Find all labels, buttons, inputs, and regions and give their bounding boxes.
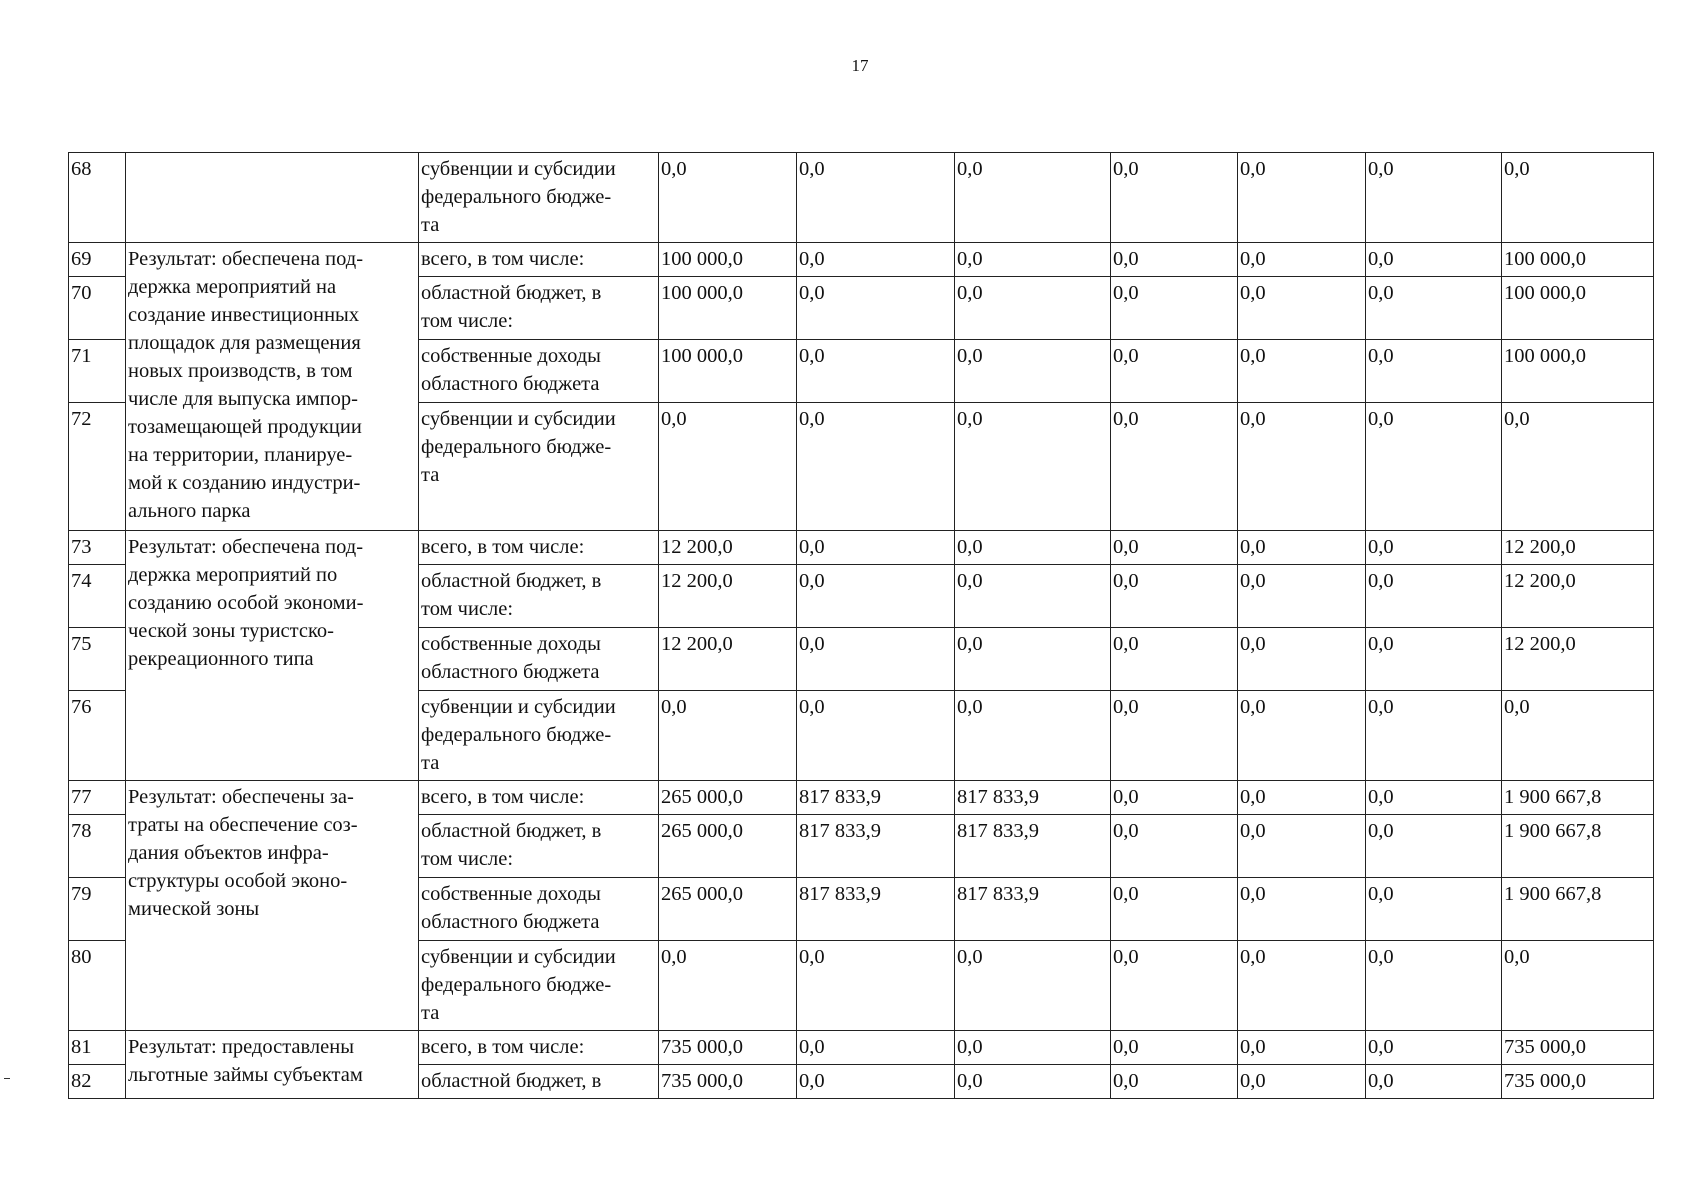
row-number: 80 — [69, 941, 126, 1031]
total-value-cell: 100 000,0 — [1502, 340, 1654, 403]
year-value-cell: 0,0 — [1238, 878, 1366, 941]
year-value-cell: 0,0 — [1366, 1065, 1502, 1099]
year-value-cell: 0,0 — [1366, 403, 1502, 531]
funding-source: собственные доходы областного бюджета — [419, 878, 659, 941]
budget-table — [68, 152, 1654, 1099]
funding-source: субвенции и субсидии федерального бюдже- та — [419, 153, 659, 243]
year-value-cell: 0,0 — [797, 243, 955, 277]
year-value-cell: 0,0 — [1111, 153, 1238, 243]
year-value-cell: 0,0 — [797, 153, 955, 243]
year-value-cell: 0,0 — [955, 691, 1111, 781]
total-value-cell: 100 000,0 — [1502, 277, 1654, 340]
year-value-cell: 0,0 — [955, 340, 1111, 403]
funding-source: собственные доходы областного бюджета — [419, 340, 659, 403]
year-value-cell: 0,0 — [1238, 153, 1366, 243]
row-number: 68 — [69, 153, 126, 243]
total-value-cell: 1 900 667,8 — [1502, 815, 1654, 878]
row-number: 70 — [69, 277, 126, 340]
year-value-cell: 0,0 — [1238, 628, 1366, 691]
total-value-cell: 100 000,0 — [1502, 243, 1654, 277]
year-value-cell: 0,0 — [1238, 815, 1366, 878]
year-value-cell: 0,0 — [797, 277, 955, 340]
year-value-cell: 0,0 — [1238, 277, 1366, 340]
year-value-cell: 735 000,0 — [659, 1031, 797, 1065]
year-value-cell: 0,0 — [1366, 781, 1502, 815]
total-value-cell: 12 200,0 — [1502, 565, 1654, 628]
year-value-cell: 0,0 — [1366, 565, 1502, 628]
year-value-cell: 0,0 — [955, 1031, 1111, 1065]
result-description-empty — [126, 153, 419, 243]
year-value-cell: 0,0 — [797, 1065, 955, 1099]
result-description: Результат: обеспечена под- держка мероприятий по созданию особой экономи- ческой зоны туристско- рекреационного типа — [126, 531, 419, 781]
year-value-cell: 0,0 — [1366, 243, 1502, 277]
year-value-cell: 265 000,0 — [659, 781, 797, 815]
row-number: 69 — [69, 243, 126, 277]
year-value-cell: 0,0 — [1238, 403, 1366, 531]
row-number: 75 — [69, 628, 126, 691]
year-value-cell: 0,0 — [1366, 878, 1502, 941]
row-number: 71 — [69, 340, 126, 403]
year-value-cell: 817 833,9 — [955, 781, 1111, 815]
row-number: 79 — [69, 878, 126, 941]
year-value-cell: 0,0 — [659, 403, 797, 531]
year-value-cell: 817 833,9 — [797, 878, 955, 941]
year-value-cell: 0,0 — [1366, 691, 1502, 781]
year-value-cell: 0,0 — [1111, 340, 1238, 403]
year-value-cell: 0,0 — [955, 941, 1111, 1031]
year-value-cell: 0,0 — [955, 1065, 1111, 1099]
year-value-cell: 0,0 — [955, 565, 1111, 628]
table-row — [69, 153, 1654, 243]
year-value-cell: 0,0 — [797, 691, 955, 781]
year-value-cell: 100 000,0 — [659, 340, 797, 403]
total-value-cell: 12 200,0 — [1502, 628, 1654, 691]
total-value-cell: 735 000,0 — [1502, 1031, 1654, 1065]
year-value-cell: 0,0 — [1111, 277, 1238, 340]
year-value-cell: 817 833,9 — [797, 815, 955, 878]
year-value-cell: 12 200,0 — [659, 628, 797, 691]
funding-source: всего, в том числе: — [419, 243, 659, 277]
year-value-cell: 100 000,0 — [659, 243, 797, 277]
year-value-cell: 0,0 — [955, 403, 1111, 531]
year-value-cell: 0,0 — [797, 565, 955, 628]
funding-source: областной бюджет, в том числе: — [419, 815, 659, 878]
funding-source: областной бюджет, в — [419, 1065, 659, 1099]
year-value-cell: 0,0 — [1111, 1065, 1238, 1099]
year-value-cell: 0,0 — [1366, 941, 1502, 1031]
year-value-cell: 0,0 — [1366, 531, 1502, 565]
year-value-cell: 735 000,0 — [659, 1065, 797, 1099]
funding-source: субвенции и субсидии федерального бюдже- та — [419, 941, 659, 1031]
row-number: 76 — [69, 691, 126, 781]
funding-source: всего, в том числе: — [419, 1031, 659, 1065]
year-value-cell: 0,0 — [1366, 340, 1502, 403]
year-value-cell: 0,0 — [955, 628, 1111, 691]
year-value-cell: 0,0 — [1238, 941, 1366, 1031]
year-value-cell: 817 833,9 — [955, 878, 1111, 941]
margin-mark — [4, 1078, 10, 1079]
year-value-cell: 0,0 — [1111, 531, 1238, 565]
year-value-cell: 0,0 — [1111, 565, 1238, 628]
year-value-cell: 100 000,0 — [659, 277, 797, 340]
funding-source: всего, в том числе: — [419, 781, 659, 815]
year-value-cell: 0,0 — [797, 531, 955, 565]
total-value-cell: 1 900 667,8 — [1502, 878, 1654, 941]
funding-source: субвенции и субсидии федерального бюдже- та — [419, 691, 659, 781]
year-value-cell: 265 000,0 — [659, 878, 797, 941]
year-value-cell: 817 833,9 — [955, 815, 1111, 878]
year-value-cell: 0,0 — [955, 531, 1111, 565]
year-value-cell: 0,0 — [797, 628, 955, 691]
year-value-cell: 0,0 — [1111, 1031, 1238, 1065]
year-value-cell: 12 200,0 — [659, 565, 797, 628]
total-value-cell: 1 900 667,8 — [1502, 781, 1654, 815]
year-value-cell: 0,0 — [797, 403, 955, 531]
funding-source: субвенции и субсидии федерального бюдже- та — [419, 403, 659, 531]
year-value-cell: 817 833,9 — [797, 781, 955, 815]
table-row — [69, 1031, 1654, 1065]
total-value-cell: 0,0 — [1502, 941, 1654, 1031]
result-description: Результат: предоставлены льготные займы субъектам — [126, 1031, 419, 1099]
year-value-cell: 0,0 — [1111, 691, 1238, 781]
year-value-cell: 0,0 — [955, 243, 1111, 277]
year-value-cell: 0,0 — [1111, 628, 1238, 691]
year-value-cell: 0,0 — [1366, 628, 1502, 691]
row-number: 82 — [69, 1065, 126, 1099]
year-value-cell: 265 000,0 — [659, 815, 797, 878]
year-value-cell: 0,0 — [1366, 153, 1502, 243]
year-value-cell: 0,0 — [1238, 1065, 1366, 1099]
total-value-cell: 0,0 — [1502, 691, 1654, 781]
year-value-cell: 0,0 — [659, 691, 797, 781]
funding-source: всего, в том числе: — [419, 531, 659, 565]
result-description: Результат: обеспечена под- держка мероприятий на создание инвестиционных площадок для размещения новых производств, в том числе для выпуска импор- тозамещающей продукции на территории, планируе- мой к созданию индустри- ального парка — [126, 243, 419, 531]
year-value-cell: 0,0 — [1366, 277, 1502, 340]
year-value-cell: 12 200,0 — [659, 531, 797, 565]
year-value-cell: 0,0 — [1238, 243, 1366, 277]
total-value-cell: 735 000,0 — [1502, 1065, 1654, 1099]
table-row — [69, 243, 1654, 277]
year-value-cell: 0,0 — [797, 1031, 955, 1065]
funding-source: собственные доходы областного бюджета — [419, 628, 659, 691]
table-row — [69, 531, 1654, 565]
page-number: 17 — [851, 56, 869, 75]
year-value-cell: 0,0 — [1238, 531, 1366, 565]
row-number: 78 — [69, 815, 126, 878]
year-value-cell: 0,0 — [1111, 243, 1238, 277]
row-number: 72 — [69, 403, 126, 531]
year-value-cell: 0,0 — [1111, 403, 1238, 531]
total-value-cell: 0,0 — [1502, 403, 1654, 531]
year-value-cell: 0,0 — [1366, 1031, 1502, 1065]
year-value-cell: 0,0 — [955, 153, 1111, 243]
funding-source: областной бюджет, в том числе: — [419, 277, 659, 340]
year-value-cell: 0,0 — [1238, 1031, 1366, 1065]
row-number: 73 — [69, 531, 126, 565]
row-number: 77 — [69, 781, 126, 815]
year-value-cell: 0,0 — [1111, 941, 1238, 1031]
year-value-cell: 0,0 — [1238, 781, 1366, 815]
year-value-cell: 0,0 — [955, 277, 1111, 340]
result-description: Результат: обеспечены за- траты на обеспечение соз- дания объектов инфра- структуры особой эконо- мической зоны — [126, 781, 419, 1031]
year-value-cell: 0,0 — [1111, 878, 1238, 941]
funding-source: областной бюджет, в том числе: — [419, 565, 659, 628]
table-row — [69, 781, 1654, 815]
total-value-cell: 12 200,0 — [1502, 531, 1654, 565]
year-value-cell: 0,0 — [1111, 815, 1238, 878]
year-value-cell: 0,0 — [1366, 815, 1502, 878]
year-value-cell: 0,0 — [659, 153, 797, 243]
year-value-cell: 0,0 — [1238, 565, 1366, 628]
year-value-cell: 0,0 — [797, 941, 955, 1031]
year-value-cell: 0,0 — [1111, 781, 1238, 815]
year-value-cell: 0,0 — [1238, 340, 1366, 403]
year-value-cell: 0,0 — [1238, 691, 1366, 781]
row-number: 81 — [69, 1031, 126, 1065]
row-number: 74 — [69, 565, 126, 628]
year-value-cell: 0,0 — [659, 941, 797, 1031]
year-value-cell: 0,0 — [797, 340, 955, 403]
total-value-cell: 0,0 — [1502, 153, 1654, 243]
